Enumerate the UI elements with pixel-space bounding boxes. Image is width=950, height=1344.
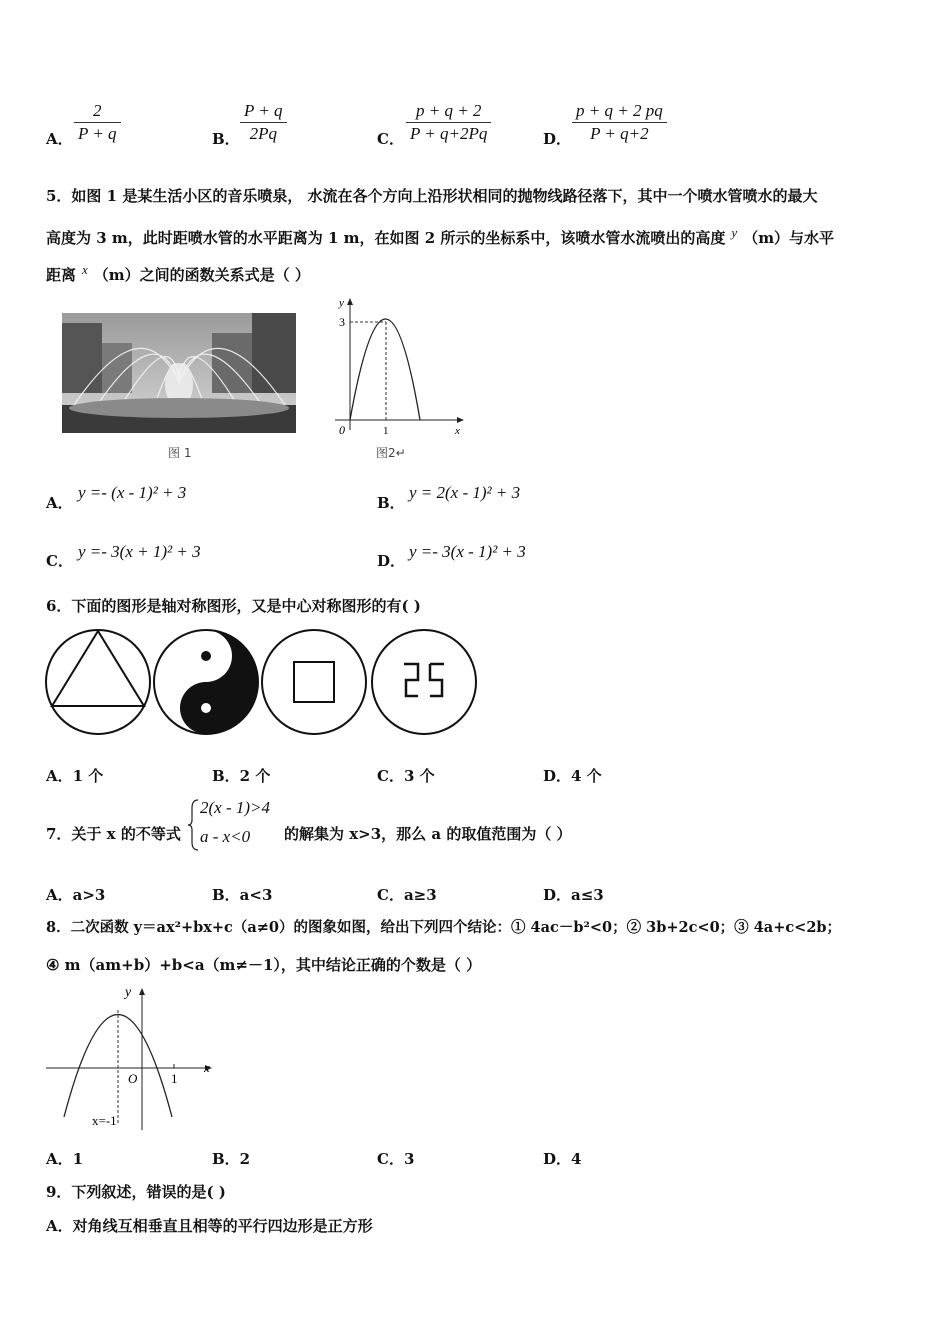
graph-origin: 0 bbox=[339, 423, 345, 436]
q7-option-a: A．a>3 bbox=[46, 886, 106, 904]
q8-option-c: C．3 bbox=[377, 1150, 415, 1168]
q6-figures bbox=[44, 628, 484, 738]
q5-option-c-expr: y =- 3(x + 1)² + 3 bbox=[78, 542, 201, 561]
y-axis-arrow bbox=[347, 298, 353, 305]
graph-origin: O bbox=[128, 1071, 138, 1086]
q5-var-x: x bbox=[82, 262, 88, 277]
graph-x-label: x bbox=[455, 425, 460, 436]
y-axis-arrow bbox=[139, 988, 145, 995]
q5-option-b-expr: y = 2(x - 1)² + 3 bbox=[409, 483, 521, 502]
q5-parabola-graph bbox=[325, 296, 470, 436]
q6-option-a: A．1 个 bbox=[46, 767, 104, 785]
parabola-curve bbox=[350, 319, 420, 420]
q8-stem-line1: 8．二次函数 y＝ax²+bx+c（a≠0）的图象如图，给出下列四个结论：① 4ac－b²<0；② 3b+2c<0；③ 4a+c<2b； bbox=[46, 919, 842, 936]
q4-option-b-label: B． bbox=[212, 130, 240, 148]
yin-yang-figure bbox=[154, 630, 258, 734]
fig2-caption: 图2↵ bbox=[376, 446, 406, 460]
graph-x-tick: 1 bbox=[171, 1071, 178, 1086]
q5-option-d-expr: y =- 3(x - 1)² + 3 bbox=[409, 542, 526, 561]
q8-option-d: D．4 bbox=[543, 1150, 582, 1168]
q7-option-d: D．a≤3 bbox=[543, 886, 604, 904]
q9-stem: 9．下列叙述，错误的是( ) bbox=[46, 1183, 226, 1201]
q7-stem-b: 的解集为 x>3，那么 a 的取值范围为（ ） bbox=[284, 825, 572, 843]
q4-a-numerator: 2 bbox=[74, 100, 121, 123]
q4-option-d-fraction bbox=[572, 100, 667, 145]
graph-x-label: x bbox=[204, 1060, 210, 1075]
q5-stem-line2 bbox=[46, 223, 834, 248]
q4-b-denominator: 2Pq bbox=[249, 124, 277, 143]
q6-option-b: B．2 个 bbox=[212, 767, 271, 785]
q4-option-c-fraction bbox=[406, 100, 491, 145]
q8-option-b: B．2 bbox=[212, 1150, 251, 1168]
q4-a-denominator: P + q bbox=[78, 124, 117, 143]
q5-var-y: y bbox=[731, 225, 738, 240]
graph-y-label: y bbox=[125, 985, 132, 1000]
circle-square-figure bbox=[262, 630, 366, 734]
x-axis-arrow bbox=[457, 417, 464, 423]
circle-symbol-figure bbox=[372, 630, 476, 734]
q4-option-a-label: A． bbox=[46, 130, 73, 148]
q7-option-c: C．a≥3 bbox=[377, 886, 437, 904]
q7-option-b: B．a<3 bbox=[212, 886, 273, 904]
q7-inequality-2: a - x<0 bbox=[200, 827, 251, 846]
q5-option-d-label: D． bbox=[377, 552, 406, 570]
graph-symmetry-label: x=-1 bbox=[92, 1113, 117, 1128]
q6-stem: 6．下面的图形是轴对称图形，又是中心对称图形的有( ) bbox=[46, 597, 421, 615]
q4-c-denominator: P + q+2Pq bbox=[410, 124, 488, 143]
graph-y-tick: 3 bbox=[339, 315, 345, 329]
q5-option-a-expr: y =- (x - 1)² + 3 bbox=[78, 483, 187, 502]
q8-option-a: A．1 bbox=[46, 1150, 84, 1168]
q8-parabola-graph bbox=[44, 982, 224, 1132]
q5-stem-line3b: （m）之间的函数关系式是（ ） bbox=[93, 266, 310, 284]
q5-stem-line3a: 距离 bbox=[46, 266, 77, 284]
q5-stem-line2a: 高度为 3 m，此时距喷水管的水平距离为 1 m，在如图 2 所示的坐标系中，该喷水管水流喷出的高度 bbox=[46, 229, 726, 247]
q4-d-numerator: p + q + 2 pq bbox=[572, 100, 667, 123]
q4-option-a-fraction bbox=[74, 100, 121, 145]
q8-stem-line2: ④ m（am+b）+b<a（m≠－1），其中结论正确的个数是（ ） bbox=[46, 956, 482, 974]
graph-y-label: y bbox=[339, 297, 344, 309]
q7-brace bbox=[186, 798, 200, 852]
graph-x-tick: 1 bbox=[383, 425, 389, 436]
q7-stem-a: 7．关于 x 的不等式 bbox=[46, 825, 181, 843]
q5-stem-line2b: （m）与水平 bbox=[743, 229, 835, 247]
fountain-photo bbox=[62, 313, 296, 433]
q4-d-denominator: P + q+2 bbox=[590, 124, 649, 143]
circle-triangle-figure bbox=[46, 630, 150, 734]
q6-option-d: D．4 个 bbox=[543, 767, 602, 785]
q5-stem-line1: 5．如图 1 是某生活小区的音乐喷泉， 水流在各个方向上沿形状相同的抛物线路径落下，其中一个喷水管喷水的最大 bbox=[46, 187, 818, 205]
q5-option-a-label: A． bbox=[46, 494, 73, 512]
q4-option-c-label: C． bbox=[377, 130, 404, 148]
q9-option-a: A．对角线互相垂直且相等的平行四边形是正方形 bbox=[46, 1217, 373, 1235]
fig1-caption: 图 1 bbox=[168, 446, 192, 460]
q5-option-c-label: C． bbox=[46, 552, 73, 570]
q5-option-b-label: B． bbox=[377, 494, 405, 512]
q5-stem-line3 bbox=[46, 260, 310, 285]
q4-b-numerator: P + q bbox=[240, 100, 287, 123]
q7-inequality-1: 2(x - 1)>4 bbox=[200, 798, 271, 817]
q4-option-b-fraction bbox=[240, 100, 287, 145]
q4-option-d-label: D． bbox=[543, 130, 572, 148]
q6-option-c: C．3 个 bbox=[377, 767, 435, 785]
q4-c-numerator: p + q + 2 bbox=[406, 100, 491, 123]
